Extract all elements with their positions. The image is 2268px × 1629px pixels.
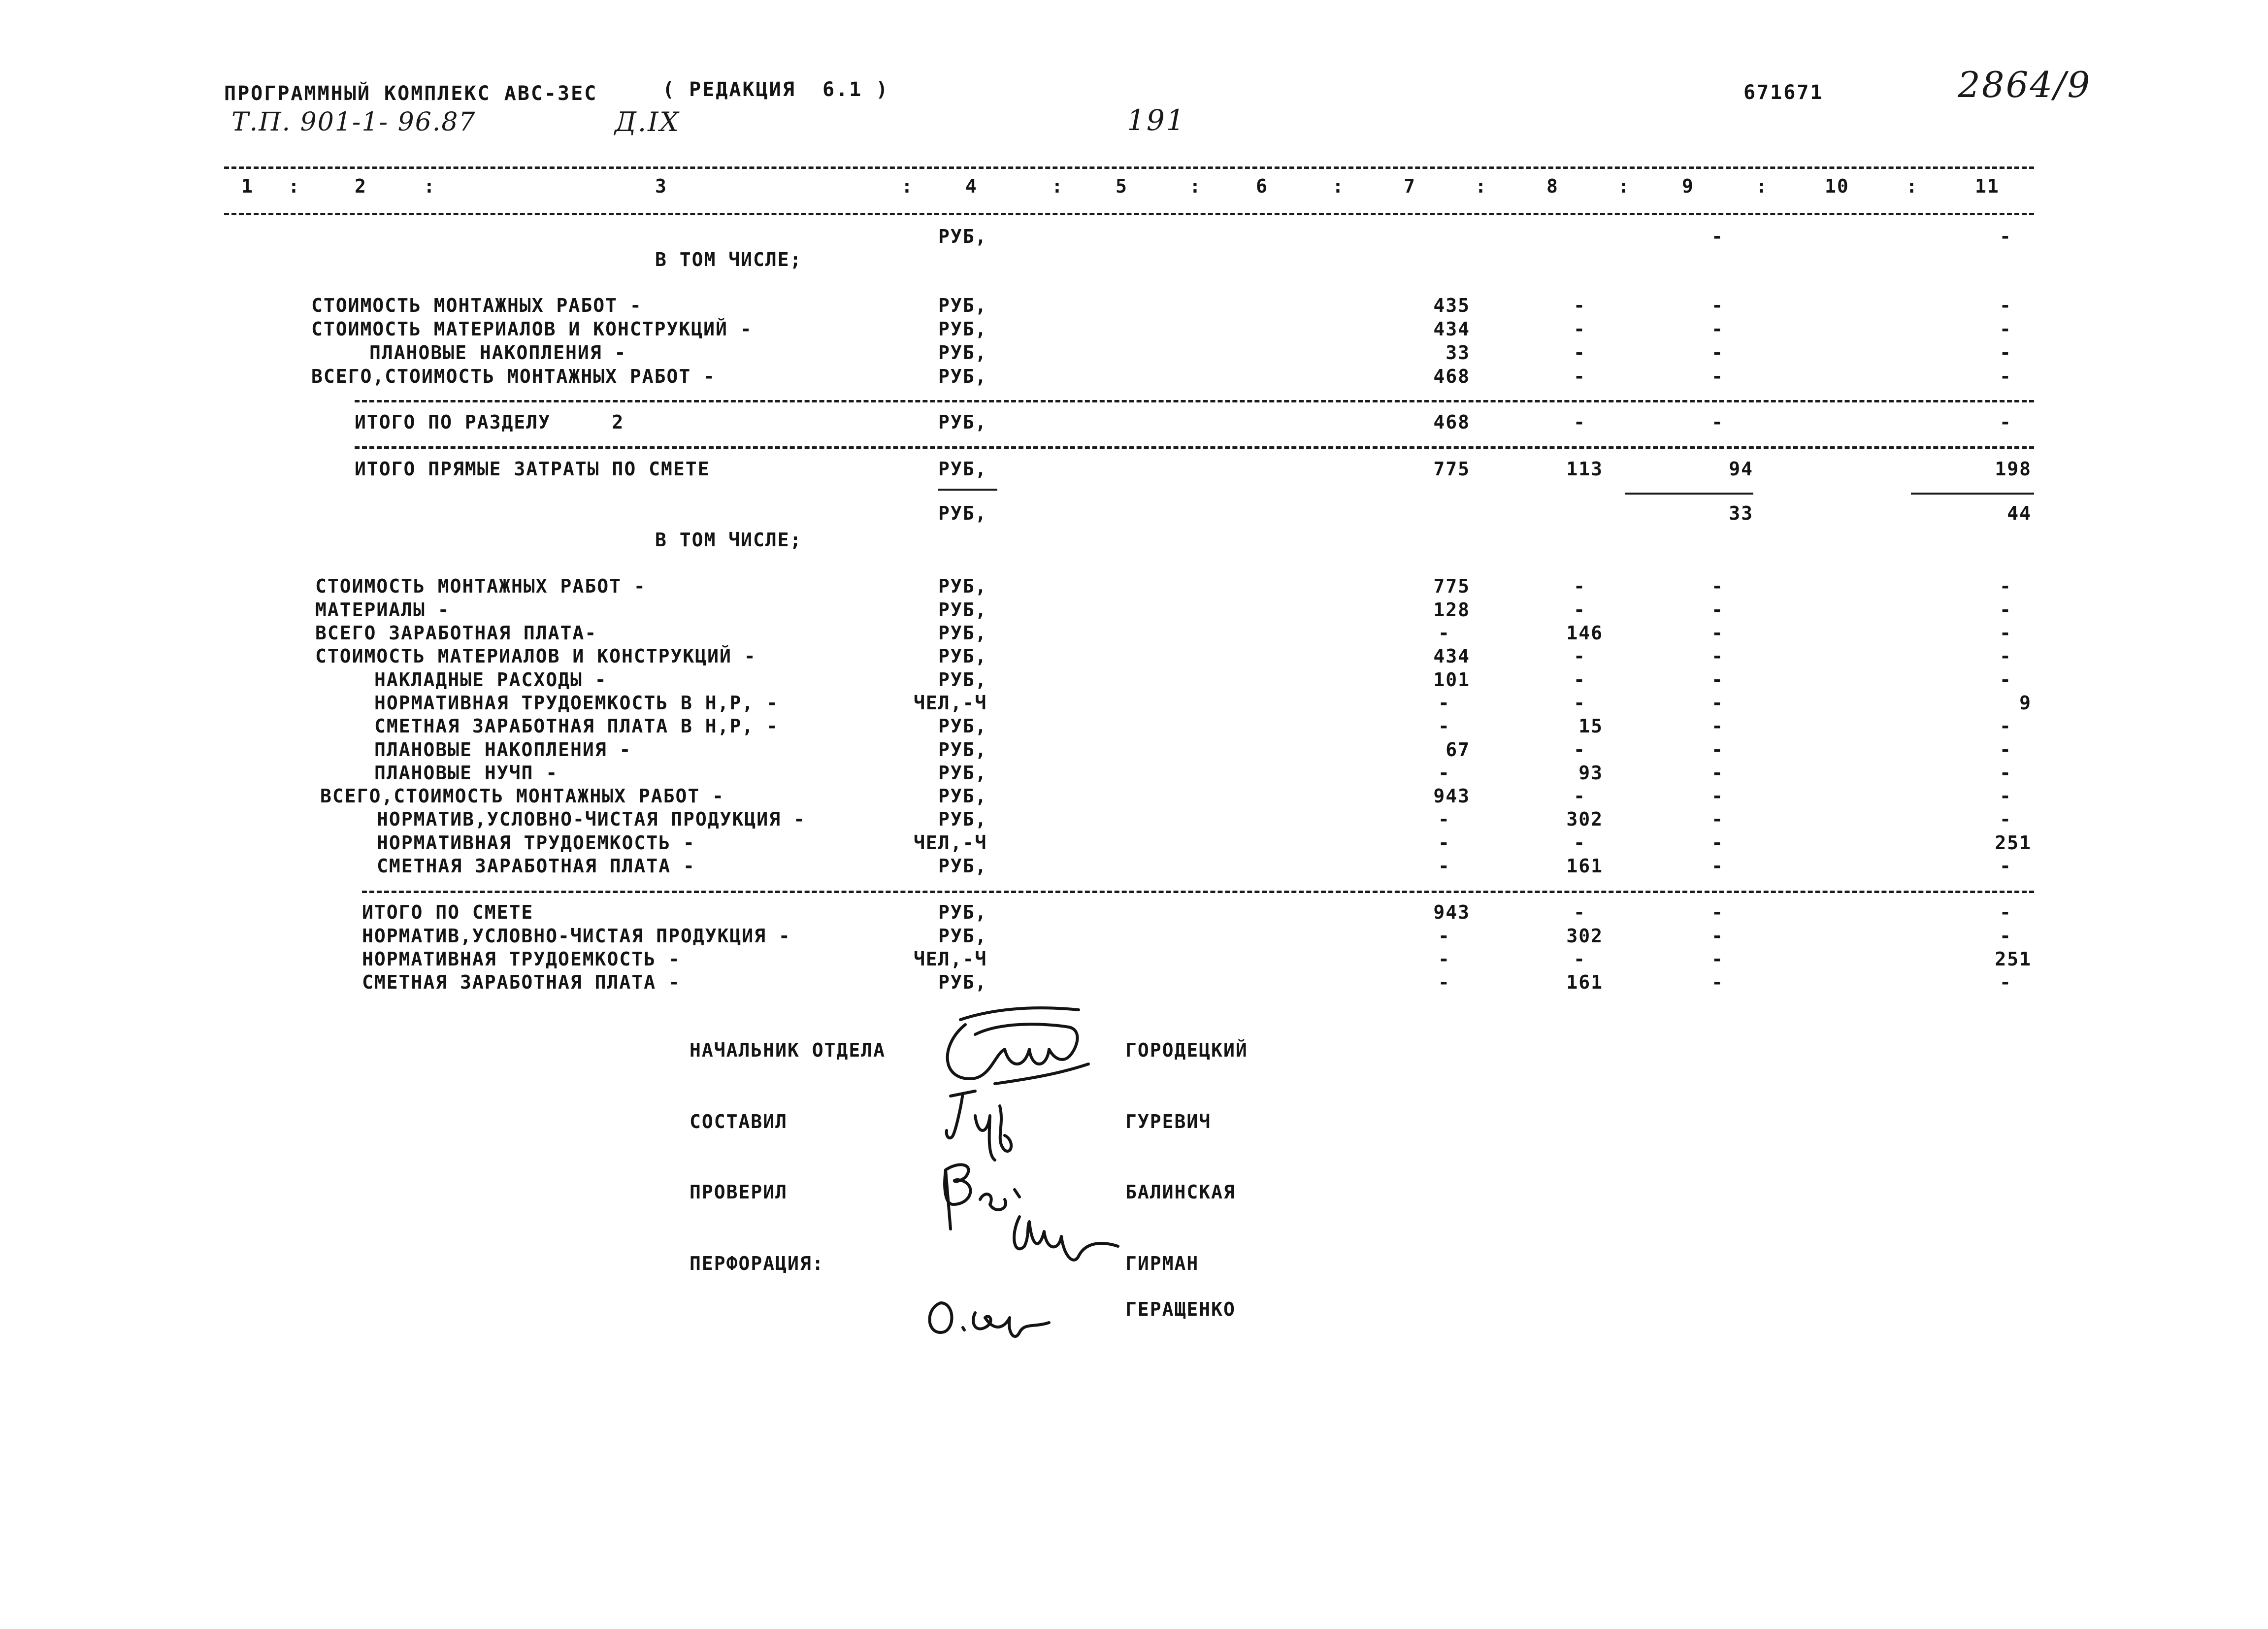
row-unit: ЧЕЛ,-Ч <box>914 948 987 970</box>
row-label: СТОИМОСТЬ МАТЕРИАЛОВ И КОНСТРУКЦИЙ - <box>311 318 753 340</box>
signature-role: НАЧАЛЬНИК ОТДЕЛА <box>690 1039 886 1061</box>
column-separator: : <box>1332 175 1345 197</box>
row-unit: РУБ, <box>938 669 987 691</box>
value-dash-c11: - <box>2000 318 2012 340</box>
signature-name: ГУРЕВИЧ <box>1125 1111 1212 1132</box>
value-c11: 251 <box>1995 832 2032 854</box>
column-number: 1 <box>241 175 254 197</box>
value-c9: 94 <box>1729 458 1753 480</box>
row-label: СМЕТНАЯ ЗАРАБОТНАЯ ПЛАТА - <box>377 855 695 877</box>
value-dash-c8: - <box>1574 901 1586 923</box>
value-c7: 775 <box>1433 575 1470 597</box>
value-dash-c11: - <box>2000 808 2012 830</box>
column-separator: : <box>1618 175 1630 197</box>
value-dash-c9: - <box>1711 599 1724 621</box>
row-unit: РУБ, <box>938 925 987 947</box>
value-c7: 435 <box>1433 295 1470 316</box>
column-separator: : <box>1906 175 1918 197</box>
value-dash-c7: - <box>1438 832 1450 854</box>
row-unit: РУБ, <box>938 458 987 480</box>
value-dash-c9: - <box>1711 575 1724 597</box>
value-c7: 775 <box>1433 458 1470 480</box>
value-c8: 93 <box>1578 762 1603 784</box>
row-label: ПЛАНОВЫЕ НУЧП - <box>374 762 559 784</box>
value-dash-c9: - <box>1711 971 1724 993</box>
value-dash-c8: - <box>1574 645 1586 667</box>
signature-role: СОСТАВИЛ <box>690 1111 788 1132</box>
value-dash-c9: - <box>1711 226 1724 247</box>
value-dash-c11: - <box>2000 411 2012 433</box>
value-c7: 468 <box>1433 366 1470 387</box>
value-dash-c8: - <box>1574 948 1586 970</box>
row-unit: РУБ, <box>938 645 987 667</box>
row-unit: РУБ, <box>938 739 987 761</box>
value-dash-c11: - <box>2000 855 2012 877</box>
column-number: 11 <box>1975 175 2000 197</box>
value-c7: 943 <box>1433 785 1470 807</box>
signature-name: ГЕРАЩЕНКО <box>1125 1298 1236 1320</box>
value-dash-c8: - <box>1574 669 1586 691</box>
column-number: 10 <box>1825 175 1849 197</box>
value-dash-c11: - <box>2000 295 2012 316</box>
value-dash-c11: - <box>2000 342 2012 364</box>
row-unit: ЧЕЛ,-Ч <box>914 832 987 854</box>
signature-role: ПЕРФОРАЦИЯ: <box>690 1253 824 1274</box>
row-unit: РУБ, <box>938 762 987 784</box>
value-c8: 113 <box>1566 458 1603 480</box>
row-unit: РУБ, <box>938 855 987 877</box>
column-number: 3 <box>655 175 667 197</box>
row-label: ПЛАНОВЫЕ НАКОПЛЕНИЯ - <box>374 739 632 761</box>
row-label: ИТОГО ПРЯМЫЕ ЗАТРАТЫ ПО СМЕТЕ <box>355 458 710 480</box>
value-dash-c11: - <box>2000 645 2012 667</box>
value-dash-c11: - <box>2000 901 2012 923</box>
signature-name: БАЛИНСКАЯ <box>1125 1181 1236 1203</box>
row-unit: РУБ, <box>938 226 987 247</box>
value-dash-c11: - <box>2000 575 2012 597</box>
value-dash-c7: - <box>1438 855 1450 877</box>
row-label: МАТЕРИАЛЫ - <box>315 599 450 621</box>
value-dash-c9: - <box>1711 832 1724 854</box>
column-separator: : <box>288 175 300 197</box>
value-c7: 468 <box>1433 411 1470 433</box>
column-number: 5 <box>1116 175 1128 197</box>
column-separator: : <box>901 175 914 197</box>
row-label: СТОИМОСТЬ МОНТАЖНЫХ РАБОТ - <box>311 295 642 316</box>
value-dash-c9: - <box>1711 669 1724 691</box>
value-c8: 161 <box>1566 855 1603 877</box>
value-c7: 67 <box>1446 739 1470 761</box>
value-dash-c9: - <box>1711 855 1724 877</box>
row-label: В ТОМ ЧИСЛЕ; <box>655 249 802 270</box>
value-dash-c9: - <box>1711 715 1724 737</box>
value-dash-c11: - <box>2000 785 2012 807</box>
row-unit: РУБ, <box>938 971 987 993</box>
value-dash-c7: - <box>1438 692 1450 714</box>
signature-name: ГИРМАН <box>1125 1253 1199 1274</box>
row-label: СТОИМОСТЬ МАТЕРИАЛОВ И КОНСТРУКЦИЙ - <box>315 645 756 667</box>
row-label: НОРМАТИВНАЯ ТРУДОЕМКОСТЬ - <box>377 832 695 854</box>
value-dash-c9: - <box>1711 785 1724 807</box>
value-c7: 128 <box>1433 599 1470 621</box>
value-dash-c7: - <box>1438 715 1450 737</box>
value-dash-c11: - <box>2000 715 2012 737</box>
edition-label: ( РЕДАКЦИЯ 6.1 ) <box>662 78 889 101</box>
value-dash-c8: - <box>1574 599 1586 621</box>
row-label: ВСЕГО ЗАРАБОТНАЯ ПЛАТА- <box>315 622 597 644</box>
row-unit: РУБ, <box>938 715 987 737</box>
value-dash-c11: - <box>2000 762 2012 784</box>
value-dash-c9: - <box>1711 739 1724 761</box>
value-dash-c9: - <box>1711 948 1724 970</box>
row-label: СМЕТНАЯ ЗАРАБОТНАЯ ПЛАТА - <box>362 971 681 993</box>
column-separator: : <box>424 175 436 197</box>
column-number: 8 <box>1546 175 1559 197</box>
row-label: НОРМАТИВ,УСЛОВНО-ЧИСТАЯ ПРОДУКЦИЯ - <box>362 925 791 947</box>
value-dash-c8: - <box>1574 411 1586 433</box>
signature-perforation-2 <box>921 1288 1054 1347</box>
value-dash-c9: - <box>1711 411 1724 433</box>
value-dash-c8: - <box>1574 739 1586 761</box>
value-c7: 434 <box>1433 318 1470 340</box>
value-dash-c11: - <box>2000 622 2012 644</box>
value-dash-c9: - <box>1711 318 1724 340</box>
value-dash-c9: - <box>1711 925 1724 947</box>
value-dash-c7: - <box>1438 622 1450 644</box>
signature-role: ПРОВЕРИЛ <box>690 1181 788 1203</box>
value-dash-c7: - <box>1438 925 1450 947</box>
column-separator: : <box>1189 175 1202 197</box>
value-dash-c9: - <box>1711 295 1724 316</box>
row-unit: РУБ, <box>938 342 987 364</box>
value-dash-c11: - <box>2000 925 2012 947</box>
value-c8: 302 <box>1566 808 1603 830</box>
value-dash-c8: - <box>1574 342 1586 364</box>
project-number-handwritten: Т.П. 901-1- 96.87 <box>231 107 476 137</box>
value-dash-c9: - <box>1711 762 1724 784</box>
value-dash-c8: - <box>1574 785 1586 807</box>
row-unit: РУБ, <box>938 318 987 340</box>
row-label: ПЛАНОВЫЕ НАКОПЛЕНИЯ - <box>369 342 627 364</box>
section-handwritten: Д.IX <box>615 106 680 137</box>
row-label: СМЕТНАЯ ЗАРАБОТНАЯ ПЛАТА В Н,Р, - <box>374 715 779 737</box>
row-unit: РУБ, <box>938 622 987 644</box>
value-dash-c9: - <box>1711 622 1724 644</box>
value-c8: 302 <box>1566 925 1603 947</box>
column-number: 6 <box>1256 175 1268 197</box>
value-dash-c8: - <box>1574 575 1586 597</box>
document-code: 671671 <box>1743 81 1824 104</box>
column-separator: : <box>1756 175 1768 197</box>
signature-name: ГОРОДЕЦКИЙ <box>1125 1039 1248 1061</box>
program-title: ПРОГРАММНЫЙ КОМПЛЕКС АВС-ЗЕС <box>224 82 598 105</box>
row-label: НОРМАТИВНАЯ ТРУДОЕМКОСТЬ В Н,Р, - <box>374 692 779 714</box>
column-number: 2 <box>355 175 367 197</box>
value-c7: 434 <box>1433 645 1470 667</box>
value-dash-c9: - <box>1711 692 1724 714</box>
value-dash-c7: - <box>1438 762 1450 784</box>
value-dash-c8: - <box>1574 692 1586 714</box>
value-dash-c7: - <box>1438 948 1450 970</box>
value-dash-c8: - <box>1574 295 1586 316</box>
row-label: ИТОГО ПО СМЕТЕ <box>362 901 534 923</box>
row-label: НАКЛАДНЫЕ РАСХОДЫ - <box>374 669 607 691</box>
value-dash-c9: - <box>1711 645 1724 667</box>
value-dash-c11: - <box>2000 669 2012 691</box>
value-dash-c9: - <box>1711 901 1724 923</box>
row-unit: РУБ, <box>938 808 987 830</box>
value-dash-c9: - <box>1711 808 1724 830</box>
row-label: СТОИМОСТЬ МОНТАЖНЫХ РАБОТ - <box>315 575 646 597</box>
value-c8: 146 <box>1566 622 1603 644</box>
row-unit: РУБ, <box>938 502 987 524</box>
row-unit: РУБ, <box>938 411 987 433</box>
value-dash-c11: - <box>2000 366 2012 387</box>
value-dash-c8: - <box>1574 366 1586 387</box>
row-label: ИТОГО ПО РАЗДЕЛУ 2 <box>355 411 625 433</box>
row-label: НОРМАТИВНАЯ ТРУДОЕМКОСТЬ - <box>362 948 681 970</box>
row-unit: РУБ, <box>938 901 987 923</box>
column-number: 9 <box>1682 175 1694 197</box>
row-unit: РУБ, <box>938 599 987 621</box>
value-dash-c11: - <box>2000 971 2012 993</box>
value-c8: 161 <box>1566 971 1603 993</box>
sheet-number-handwritten: 2864/9 <box>1958 64 2092 105</box>
row-unit: РУБ, <box>938 575 987 597</box>
value-c11: 251 <box>1995 948 2032 970</box>
signature-perforation-1 <box>1005 1207 1123 1281</box>
value-c11: 198 <box>1995 458 2032 480</box>
value-dash-c8: - <box>1574 832 1586 854</box>
value-c11: 44 <box>2007 502 2032 524</box>
column-number: 4 <box>965 175 978 197</box>
value-dash-c7: - <box>1438 971 1450 993</box>
row-label: ВСЕГО,СТОИМОСТЬ МОНТАЖНЫХ РАБОТ - <box>320 785 724 807</box>
value-c7: 943 <box>1433 901 1470 923</box>
page-number-handwritten: 191 <box>1127 103 1186 137</box>
value-c11: 9 <box>2019 692 2032 714</box>
column-separator: : <box>1475 175 1487 197</box>
row-label: НОРМАТИВ,УСЛОВНО-ЧИСТАЯ ПРОДУКЦИЯ - <box>377 808 806 830</box>
value-dash-c11: - <box>2000 739 2012 761</box>
value-c7: 33 <box>1446 342 1470 364</box>
row-unit: РУБ, <box>938 295 987 316</box>
value-dash-c11: - <box>2000 599 2012 621</box>
row-unit: РУБ, <box>938 785 987 807</box>
row-unit: РУБ, <box>938 366 987 387</box>
value-c9: 33 <box>1729 502 1753 524</box>
value-dash-c8: - <box>1574 318 1586 340</box>
row-unit: ЧЕЛ,-Ч <box>914 692 987 714</box>
value-dash-c11: - <box>2000 226 2012 247</box>
row-label: В ТОМ ЧИСЛЕ; <box>655 529 802 551</box>
column-separator: : <box>1052 175 1064 197</box>
column-number: 7 <box>1404 175 1416 197</box>
value-dash-c9: - <box>1711 342 1724 364</box>
value-dash-c7: - <box>1438 808 1450 830</box>
signature-head-of-department <box>931 1005 1093 1094</box>
value-c7: 101 <box>1433 669 1470 691</box>
value-dash-c9: - <box>1711 366 1724 387</box>
row-label: ВСЕГО,СТОИМОСТЬ МОНТАЖНЫХ РАБОТ - <box>311 366 716 387</box>
value-c8: 15 <box>1578 715 1603 737</box>
